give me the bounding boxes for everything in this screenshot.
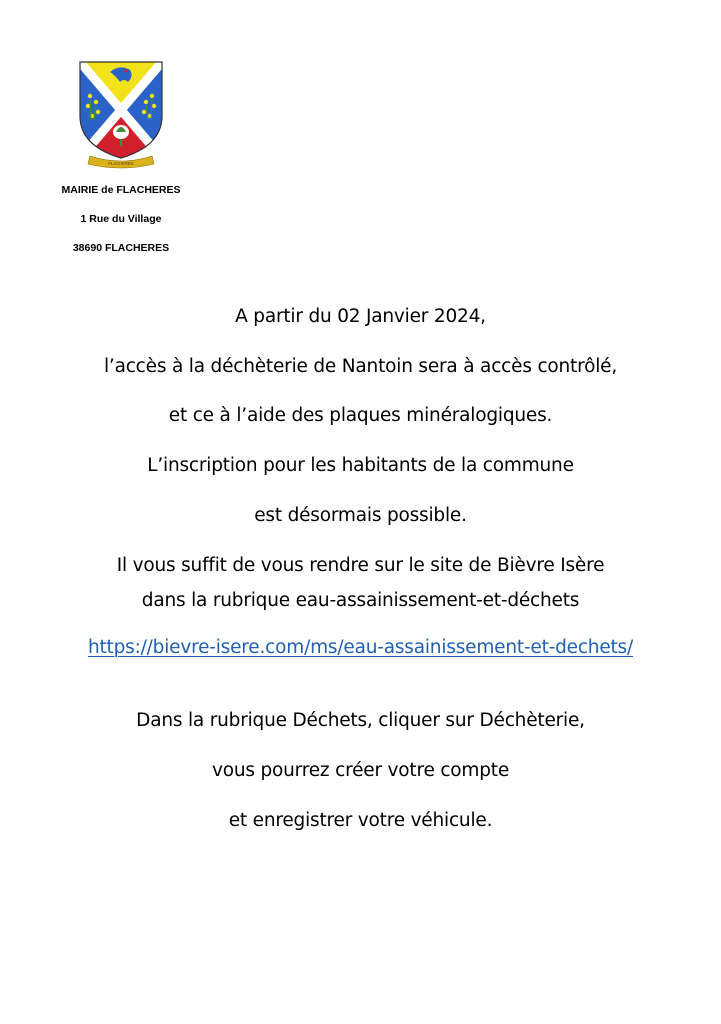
address-line-street: 1 Rue du Village (80, 213, 162, 225)
body-line-7: dans la rubrique eau-assainissement-et-déchets (141, 590, 580, 611)
body-line-1: A partir du 02 Janvier 2024, (235, 306, 486, 327)
body-line-4: L’inscription pour les habitants de la commune (147, 455, 574, 476)
closing-line-3: et enregistrer votre véhicule. (228, 810, 493, 831)
address-line-postal-city: 38690 FLACHERES (72, 242, 170, 254)
coat-of-arms-logo (76, 58, 166, 170)
body-line-5: est désormais possible. (254, 505, 467, 526)
svg-text:FLACHERES: FLACHERES (108, 161, 134, 166)
address-line-mairie: MAIRIE de FLACHERES (61, 184, 181, 196)
body-line-2: l’accès à la déchèterie de Nantoin sera à accès contrôlé, (103, 356, 618, 377)
closing-line-2: vous pourrez créer votre compte (211, 760, 510, 781)
bievre-isere-link[interactable]: https://bievre-isere.com/ms/eau-assainissement-et-dechets/ (87, 637, 634, 658)
body-line-6: Il vous suffit de vous rendre sur le site de Bièvre Isère (116, 555, 605, 576)
body-line-3: et ce à l’aide des plaques minéralogiques. (168, 405, 553, 426)
closing-line-1: Dans la rubrique Déchets, cliquer sur Déchèterie, (136, 710, 585, 731)
